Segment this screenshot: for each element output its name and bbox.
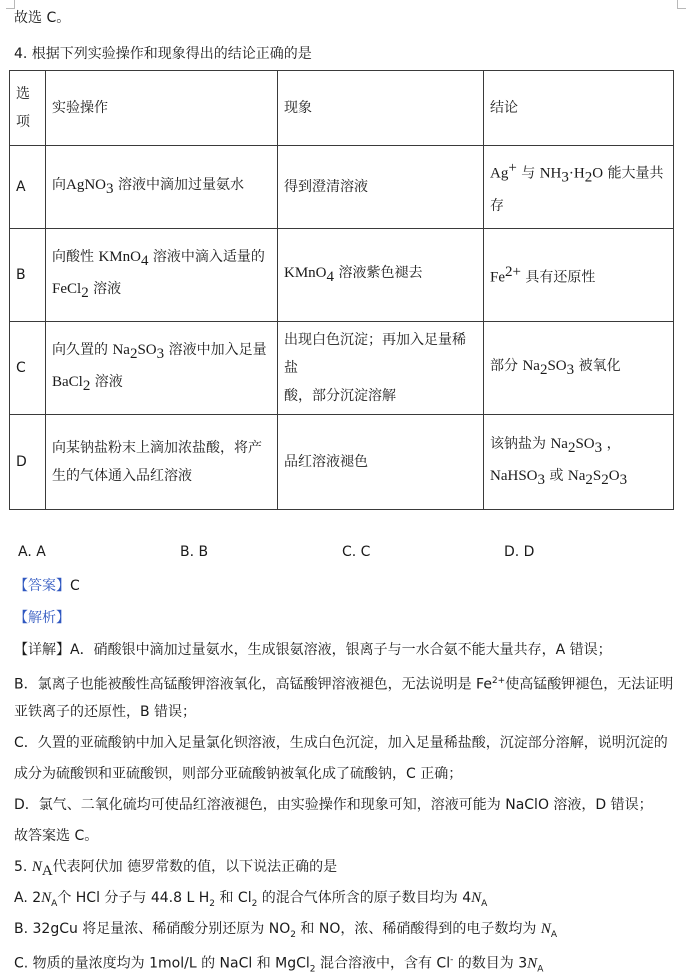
question-5-option-c: C. 物质的量浓度均为 1mol/L 的 NaCl 和 MgCl$_2$ 混合溶液中，含有 Cl- 的数目为 $3N_A$ [14,955,544,975]
row-label: D [10,415,46,510]
row-conclusion: 该钠盐为 $Na_2SO_3$ ， NaHSO$_3$ 或 $Na_2S_2O_3$ [484,415,674,510]
header-phenomenon: 现象 [278,71,484,146]
row-phenomenon: 品红溶液褪色 [278,415,484,510]
row-phenomenon: 得到澄清溶液 [278,146,484,229]
experiment-table [9,70,674,510]
row-operation: 向AgNO$_3$ 溶液中滴加过量氨水 [46,146,278,229]
row-phenomenon: KMnO$_4$ 溶液紫色褪去 [278,229,484,322]
row-operation: 向某钠盐粉末上滴加浓盐酸，将产 生的气体通入品红溶液 [46,415,278,510]
row-operation: 向久置的 $Na_2SO_3$ 溶液中加入足量 BaCl$_2$ 溶液 [46,322,278,415]
answer-line [14,576,80,596]
table-row-b [10,229,674,322]
row-operation: 向酸性 KMnO$_4$ 溶液中滴入适量的 FeCl$_2$ 溶液 [46,229,278,322]
table-header-row [10,71,674,146]
detail-c-line2: 成分为硫酸钡和亚硫酸钡，则部分亚硫酸钠被氧化成了硫酸钠，C 正确； [14,766,463,782]
table-row-c [10,322,674,415]
row-conclusion: 部分 $Na_2SO_3$ 被氧化 [484,322,674,415]
detail-final: 故答案选 C。 [14,828,99,844]
row-conclusion: Ag+ 与 $NH_3\cdot H_2O$ 能大量共 存 [484,146,674,229]
choice-a: A. A [18,544,46,560]
analysis-label: 【解析】 [14,610,70,626]
detail-d: D．氯气、二氧化硫均可使品红溶液褪色，由实验操作和现象可知，溶液可能为 NaClO 溶液，D 错误； [14,797,653,813]
answer-choices [14,544,614,566]
answer-label: 【答案】 [14,578,70,594]
previous-answer: 故选 C。 [14,10,71,26]
row-phenomenon: 出现白色沉淀；再加入足量稀盐 酸，部分沉淀溶解 [278,322,484,415]
question-5-option-b: B. 32gCu 将足量浓、稀硝酸分别还原为 $NO_2$ 和 NO，浓、稀硝酸得到的电子数均为 $N_A$ [14,921,558,940]
answer-value: C [70,578,80,594]
row-conclusion: $Fe^{2+}$ 具有还原性 [484,229,674,322]
question-4-stem: 4. 根据下列实验操作和现象得出的结论正确的是 [14,46,312,62]
header-conclusion: 结论 [484,71,674,146]
question-5-option-a: A. $2N_A$个 HCl 分子与 44.8 L $H_2$ 和 $Cl_2$ 的混合气体所含的原子数目均为 $4N_A$ [14,890,488,909]
crop-mark-right [677,0,686,9]
row-label: B [10,229,46,322]
choice-c: C. C [342,544,371,560]
row-label: A [10,146,46,229]
table-row-d [10,415,674,510]
choice-d: D. D [504,544,535,560]
question-5-stem: 5. $N_A$代表阿伏加 德罗常数的值，以下说法正确的是 [14,859,338,879]
row-label: C [10,322,46,415]
header-operation: 实验操作 [46,71,278,146]
detail-b-line1: B．氯离子也能被酸性高锰酸钾溶液氧化，高锰酸钾溶液褪色，无法说明是 $Fe^{2+}$使高锰酸钾褪色，无法证明 [14,676,674,693]
detail-b-line2: 亚铁离子的还原性，B 错误； [14,704,197,720]
choice-b: B. B [180,544,209,560]
header-option: 选 项 [10,71,46,146]
table-row-a [10,146,674,229]
detail-c-line1: C．久置的亚硫酸钠中加入足量氯化钡溶液，生成白色沉淀，加入足量稀盐酸，沉淀部分溶解，说明沉淀的 [14,735,668,751]
detail-a: 【详解】A．硝酸银中滴加过量氨水，生成银氨溶液，银离子与一水合氨不能大量共存，A 错误； [14,642,612,658]
